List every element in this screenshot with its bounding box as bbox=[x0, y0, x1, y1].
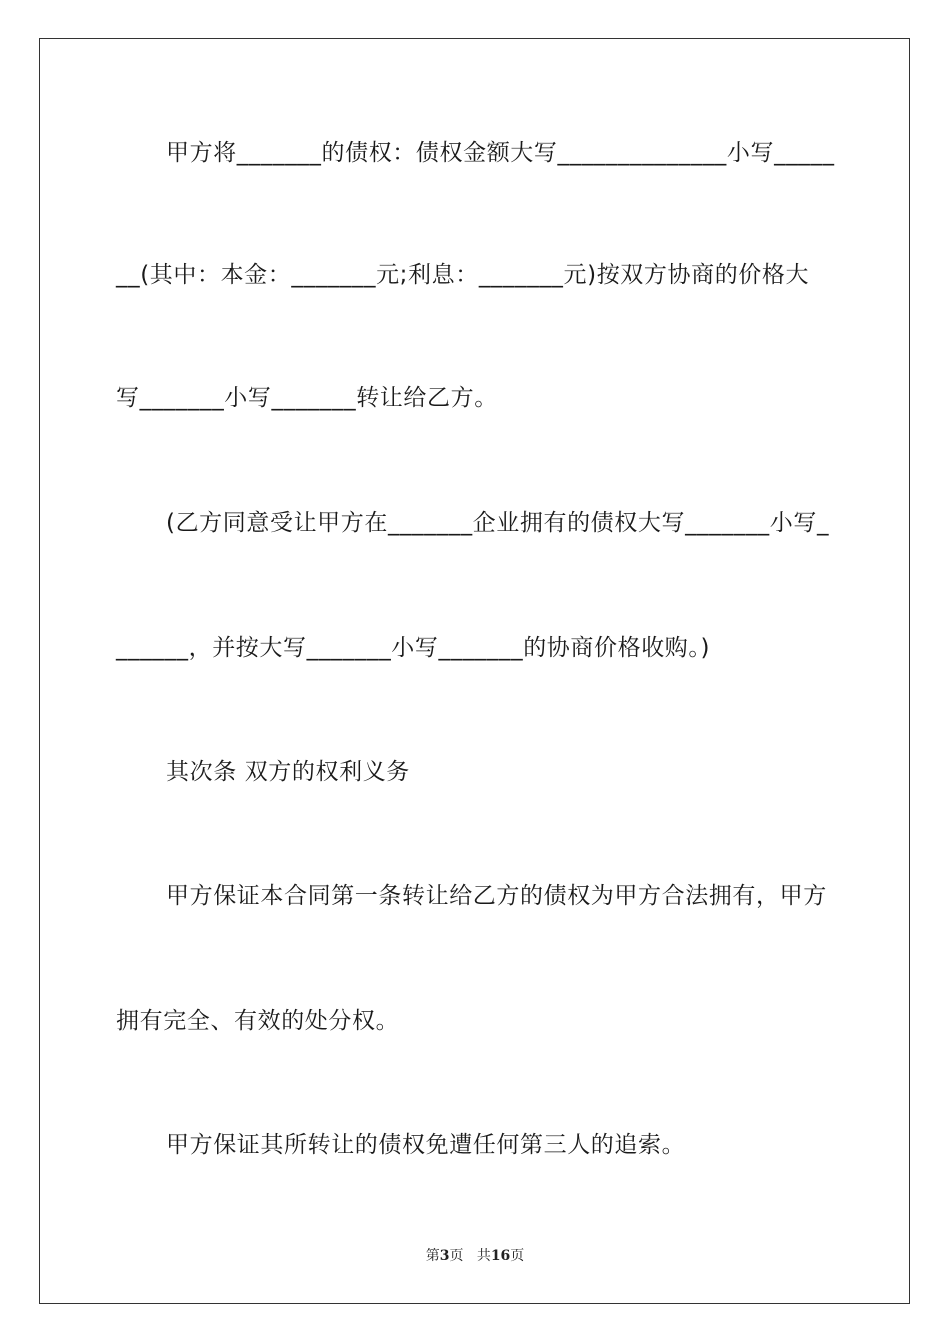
section-heading: 其次条 双方的权利义务 bbox=[166, 759, 410, 785]
paragraph-line-9: 甲方保证其所转让的债权免遭任何第三人的追索。 bbox=[166, 1132, 686, 1158]
footer-page-current: 3 bbox=[439, 1248, 450, 1264]
footer-page-total: 16 bbox=[490, 1248, 511, 1264]
paragraph-line-7: 甲方保证本合同第一条转让给乙方的债权为甲方合法拥有，甲方 bbox=[166, 883, 827, 909]
paragraph-line-1: 甲方将_______的债权：债权金额大写______________小写_____ bbox=[166, 140, 835, 166]
footer-total-prefix: 共 bbox=[476, 1248, 491, 1264]
footer-page-suffix: 页 bbox=[449, 1248, 464, 1264]
page-frame bbox=[39, 38, 910, 1304]
footer-page-prefix: 第 bbox=[425, 1248, 440, 1264]
page-footer bbox=[0, 1247, 950, 1265]
paragraph-line-4: (乙方同意受让甲方在_______企业拥有的债权大写_______小写_ bbox=[166, 510, 830, 536]
paragraph-line-5: ______，并按大写_______小写_______的协商价格收购。) bbox=[116, 635, 711, 661]
footer-total-suffix: 页 bbox=[510, 1248, 525, 1264]
paragraph-line-8: 拥有完全、有效的处分权。 bbox=[116, 1008, 400, 1034]
paragraph-line-2: __(其中：本金：_______元;利息：_______元)按双方协商的价格大 bbox=[116, 262, 810, 288]
paragraph-line-3: 写_______小写_______转让给乙方。 bbox=[116, 385, 498, 411]
